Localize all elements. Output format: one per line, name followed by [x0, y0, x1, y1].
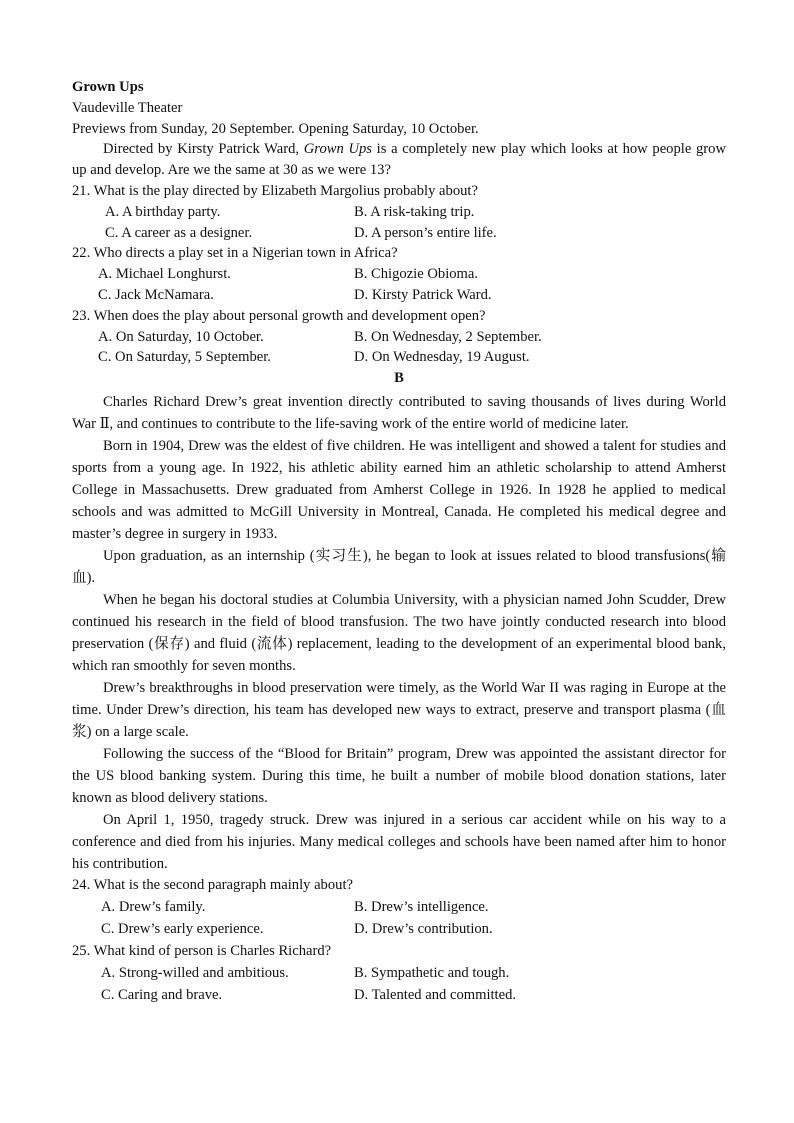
passage-paragraph-4: When he began his doctoral studies at Columbia University, with a physician named John Scudder, Drew continued his research in the field of blood transfusion. The two have jointly conducted research into blood preservation (保存) and fluid (流体) replacement, leading to the development of an experimental blood bank, which ran smoothly for seven months. — [72, 591, 726, 674]
question-24-stem: 24. What is the second paragraph mainly about? — [72, 876, 353, 893]
question-21-option-b: B. A risk-taking trip. — [354, 203, 475, 220]
document-page — [72, 77, 726, 1006]
question-24-option-a: A. Drew’s family. — [101, 898, 206, 915]
question-22-options-row-2 — [72, 285, 726, 306]
question-22-option-d: D. Kirsty Patrick Ward. — [354, 286, 492, 303]
question-25-option-a: A. Strong-willed and ambitious. — [101, 964, 289, 981]
question-25-option-d: D. Talented and committed. — [354, 986, 517, 1003]
question-21-option-a: A. A birthday party. — [105, 203, 221, 220]
question-24-options-row-2 — [72, 918, 726, 940]
question-21-option-d: D. A person’s entire life. — [354, 224, 497, 241]
question-25-option-b: B. Sympathetic and tough. — [354, 964, 510, 981]
question-23-option-d: D. On Wednesday, 19 August. — [354, 349, 530, 366]
play-description-pre: Directed by Kirsty Patrick Ward, — [103, 141, 304, 158]
question-22-option-b: B. Chigozie Obioma. — [354, 266, 479, 283]
question-25-options-row-2 — [72, 984, 726, 1006]
question-22-option-c: C. Jack McNamara. — [98, 286, 214, 303]
play-description — [72, 139, 726, 181]
question-21-option-c: C. A career as a designer. — [105, 224, 253, 241]
passage-paragraph-5: Drew’s breakthroughs in blood preservation were timely, as the World War II was raging in Europe at the time. Under Drew’s direction, his team has developed new ways to extract, preserve and transport plasma (血浆) on a large scale. — [72, 679, 726, 740]
question-21-stem: 21. What is the play directed by Elizabeth Margolius probably about? — [72, 182, 478, 199]
question-21-options-row-2 — [72, 223, 726, 244]
question-22-stem: 22. Who directs a play set in a Nigerian town in Africa? — [72, 245, 398, 262]
question-24-option-c: C. Drew’s early experience. — [101, 920, 264, 937]
question-23-options-row-1 — [72, 327, 726, 348]
play-description-post: is a completely new play which looks at how people grow up and develop. Are we the same at 30 as we were 13? — [72, 141, 726, 179]
question-23-option-a: A. On Saturday, 10 October. — [98, 328, 264, 345]
passage-paragraph-3: Upon graduation, as an internship (实习生), he began to look at issues related to blood transfusions(输血). — [72, 547, 726, 586]
question-25-option-c: C. Caring and brave. — [101, 986, 223, 1003]
question-23-option-c: C. On Saturday, 5 September. — [98, 349, 271, 366]
play-venue: Vaudeville Theater — [72, 99, 183, 116]
play-description-italic-title: Grown Ups — [303, 141, 372, 158]
passage-paragraph-1: Charles Richard Drew’s great invention directly contributed to saving thousands of lives during World War Ⅱ, and continues to contribute to the life-saving work of the entire world of medicine later. — [72, 393, 726, 432]
question-23-option-b: B. On Wednesday, 2 September. — [354, 328, 542, 345]
question-21-options-row-1 — [72, 202, 726, 223]
play-title: Grown Ups — [72, 79, 144, 95]
question-22-option-a: A. Michael Longhurst. — [98, 266, 231, 283]
question-24-options-row-1 — [72, 896, 726, 918]
passage-paragraph-7: On April 1, 1950, tragedy struck. Drew was injured in a serious car accident while on his way to a conference and died from his injuries. Many medical colleges and schools have been named after him to honor his contribution. — [72, 811, 726, 872]
question-22-options-row-1 — [72, 264, 726, 285]
question-23-stem: 23. When does the play about personal growth and development open? — [72, 307, 486, 324]
passage-paragraph-2: Born in 1904, Drew was the eldest of five children. He was intelligent and showed a talent for studies and sports from a young age. In 1922, his athletic ability earned him an athletic scholarship to attend Amherst College in Massachusetts. Drew graduated from Amherst College in 1926. In 1928 he applied to medical schools and was admitted to McGill University in Montreal, Canada. He completed his medical degree and master’s degree in surgery in 1933. — [72, 437, 726, 542]
play-dates: Previews from Sunday, 20 September. Opening Saturday, 10 October. — [72, 120, 479, 137]
section-b-heading: B — [394, 370, 404, 387]
question-25-stem: 25. What kind of person is Charles Richard? — [72, 942, 332, 959]
question-23-options-row-2 — [72, 347, 726, 368]
question-24-option-b: B. Drew’s intelligence. — [354, 898, 489, 915]
passage-paragraph-6: Following the success of the “Blood for Britain” program, Drew was appointed the assistant director for the US blood banking system. During this time, he built a number of mobile blood donation stations, later known as blood delivery stations. — [72, 745, 726, 806]
question-24-option-d: D. Drew’s contribution. — [354, 920, 493, 937]
question-25-options-row-1 — [72, 962, 726, 984]
